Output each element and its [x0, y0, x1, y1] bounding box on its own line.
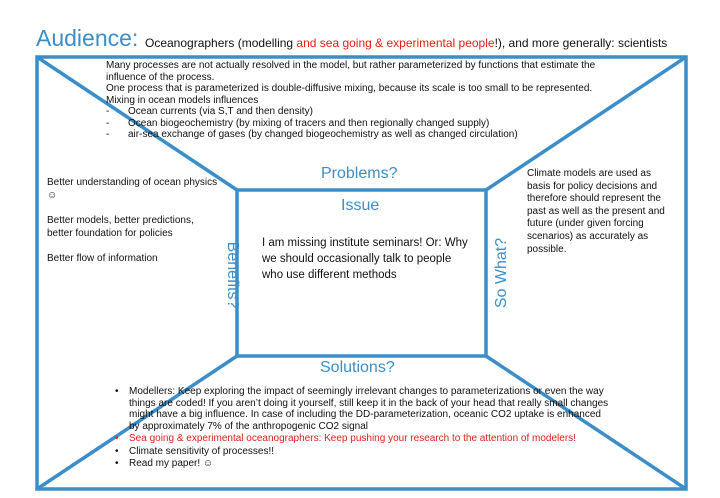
audience-text-end: !), and more generally: scientists: [494, 36, 668, 50]
dash-marker: -: [106, 117, 110, 129]
solution-text: Read my paper! ☺: [129, 458, 214, 469]
solutions-label: Solutions?: [320, 359, 395, 376]
benefit-item: Better flow of information: [47, 253, 158, 264]
bullet-marker: •: [115, 433, 119, 444]
problems-list-item: [106, 106, 636, 118]
solution-text: Sea going & experimental oceanographers: Keep pushing your research to the attention of modelers!: [129, 433, 576, 444]
issue-text: I am missing institute seminars! Or: Why we should occasionally talk to people who use different methods: [262, 237, 468, 281]
benefit-item: Better understanding of ocean physics ☺: [47, 177, 218, 201]
audience-description: [145, 36, 667, 50]
solution-item: [115, 446, 610, 458]
solution-text: Climate sensitivity of processes!!: [129, 445, 275, 457]
solution-item-highlight: [115, 433, 610, 445]
problems-item-text: Ocean currents (via S,T and then density): [128, 106, 313, 117]
benefit-item: Better models, better predictions, better foundation for policies: [47, 215, 194, 239]
solutions-list: [115, 386, 610, 471]
problems-list-item: [106, 118, 636, 130]
solution-item: [115, 386, 610, 432]
bullet-marker: •: [115, 458, 119, 469]
problems-item-text: air-sea exchange of gases (by changed biogeochemistry as well as changed circulation): [128, 129, 518, 140]
so-what-label: So What?: [493, 237, 510, 309]
audience-text-start: Oceanographers (modelling: [145, 36, 297, 50]
benefits-text: [47, 177, 222, 279]
so-what-text: Climate models are used as basis for policy decisions and therefore should represent the past as well as the present and future (under given forcing scenarios) as accurately as possible.: [527, 168, 665, 255]
audience-text-highlight: and sea going & experimental people: [296, 36, 495, 50]
problems-label: Problems?: [321, 165, 398, 182]
solution-item: [115, 458, 610, 470]
benefits-label: Benefits?: [224, 241, 241, 309]
dash-marker: -: [106, 106, 110, 117]
dash-marker: -: [106, 129, 110, 140]
problems-item-text: Ocean biogeochemistry (by mixing of tracers and then regionally changed supply): [128, 117, 490, 129]
problems-paragraph: Many processes are not actually resolved in the model, but rather parameterized by functions that estimate the influence of the process.: [106, 60, 596, 83]
solution-text: Modellers: Keep exploring the impact of seemingly irrelevant changes to parameterizations or even the way things are coded! If you aren’t doing it yourself, still keep it in the back of your head that really small changes might have a big influence. In case of including the DD-parameterization, oceanic CO2 uptake is enhanced by approximately 7% of the anthropogenic CO2 signal: [129, 386, 609, 432]
problems-text: [106, 60, 636, 141]
bullet-marker: •: [115, 386, 119, 397]
problems-paragraph: One process that is parameterized is double-diffusive mixing, because its scale is too small to be represented.: [106, 83, 593, 94]
issue-label: Issue: [341, 197, 380, 214]
problems-list-item: [106, 129, 636, 141]
audience-title: Audience:: [36, 25, 139, 51]
problems-paragraph: Mixing in ocean models influences: [106, 94, 259, 106]
bullet-marker: •: [115, 445, 119, 457]
